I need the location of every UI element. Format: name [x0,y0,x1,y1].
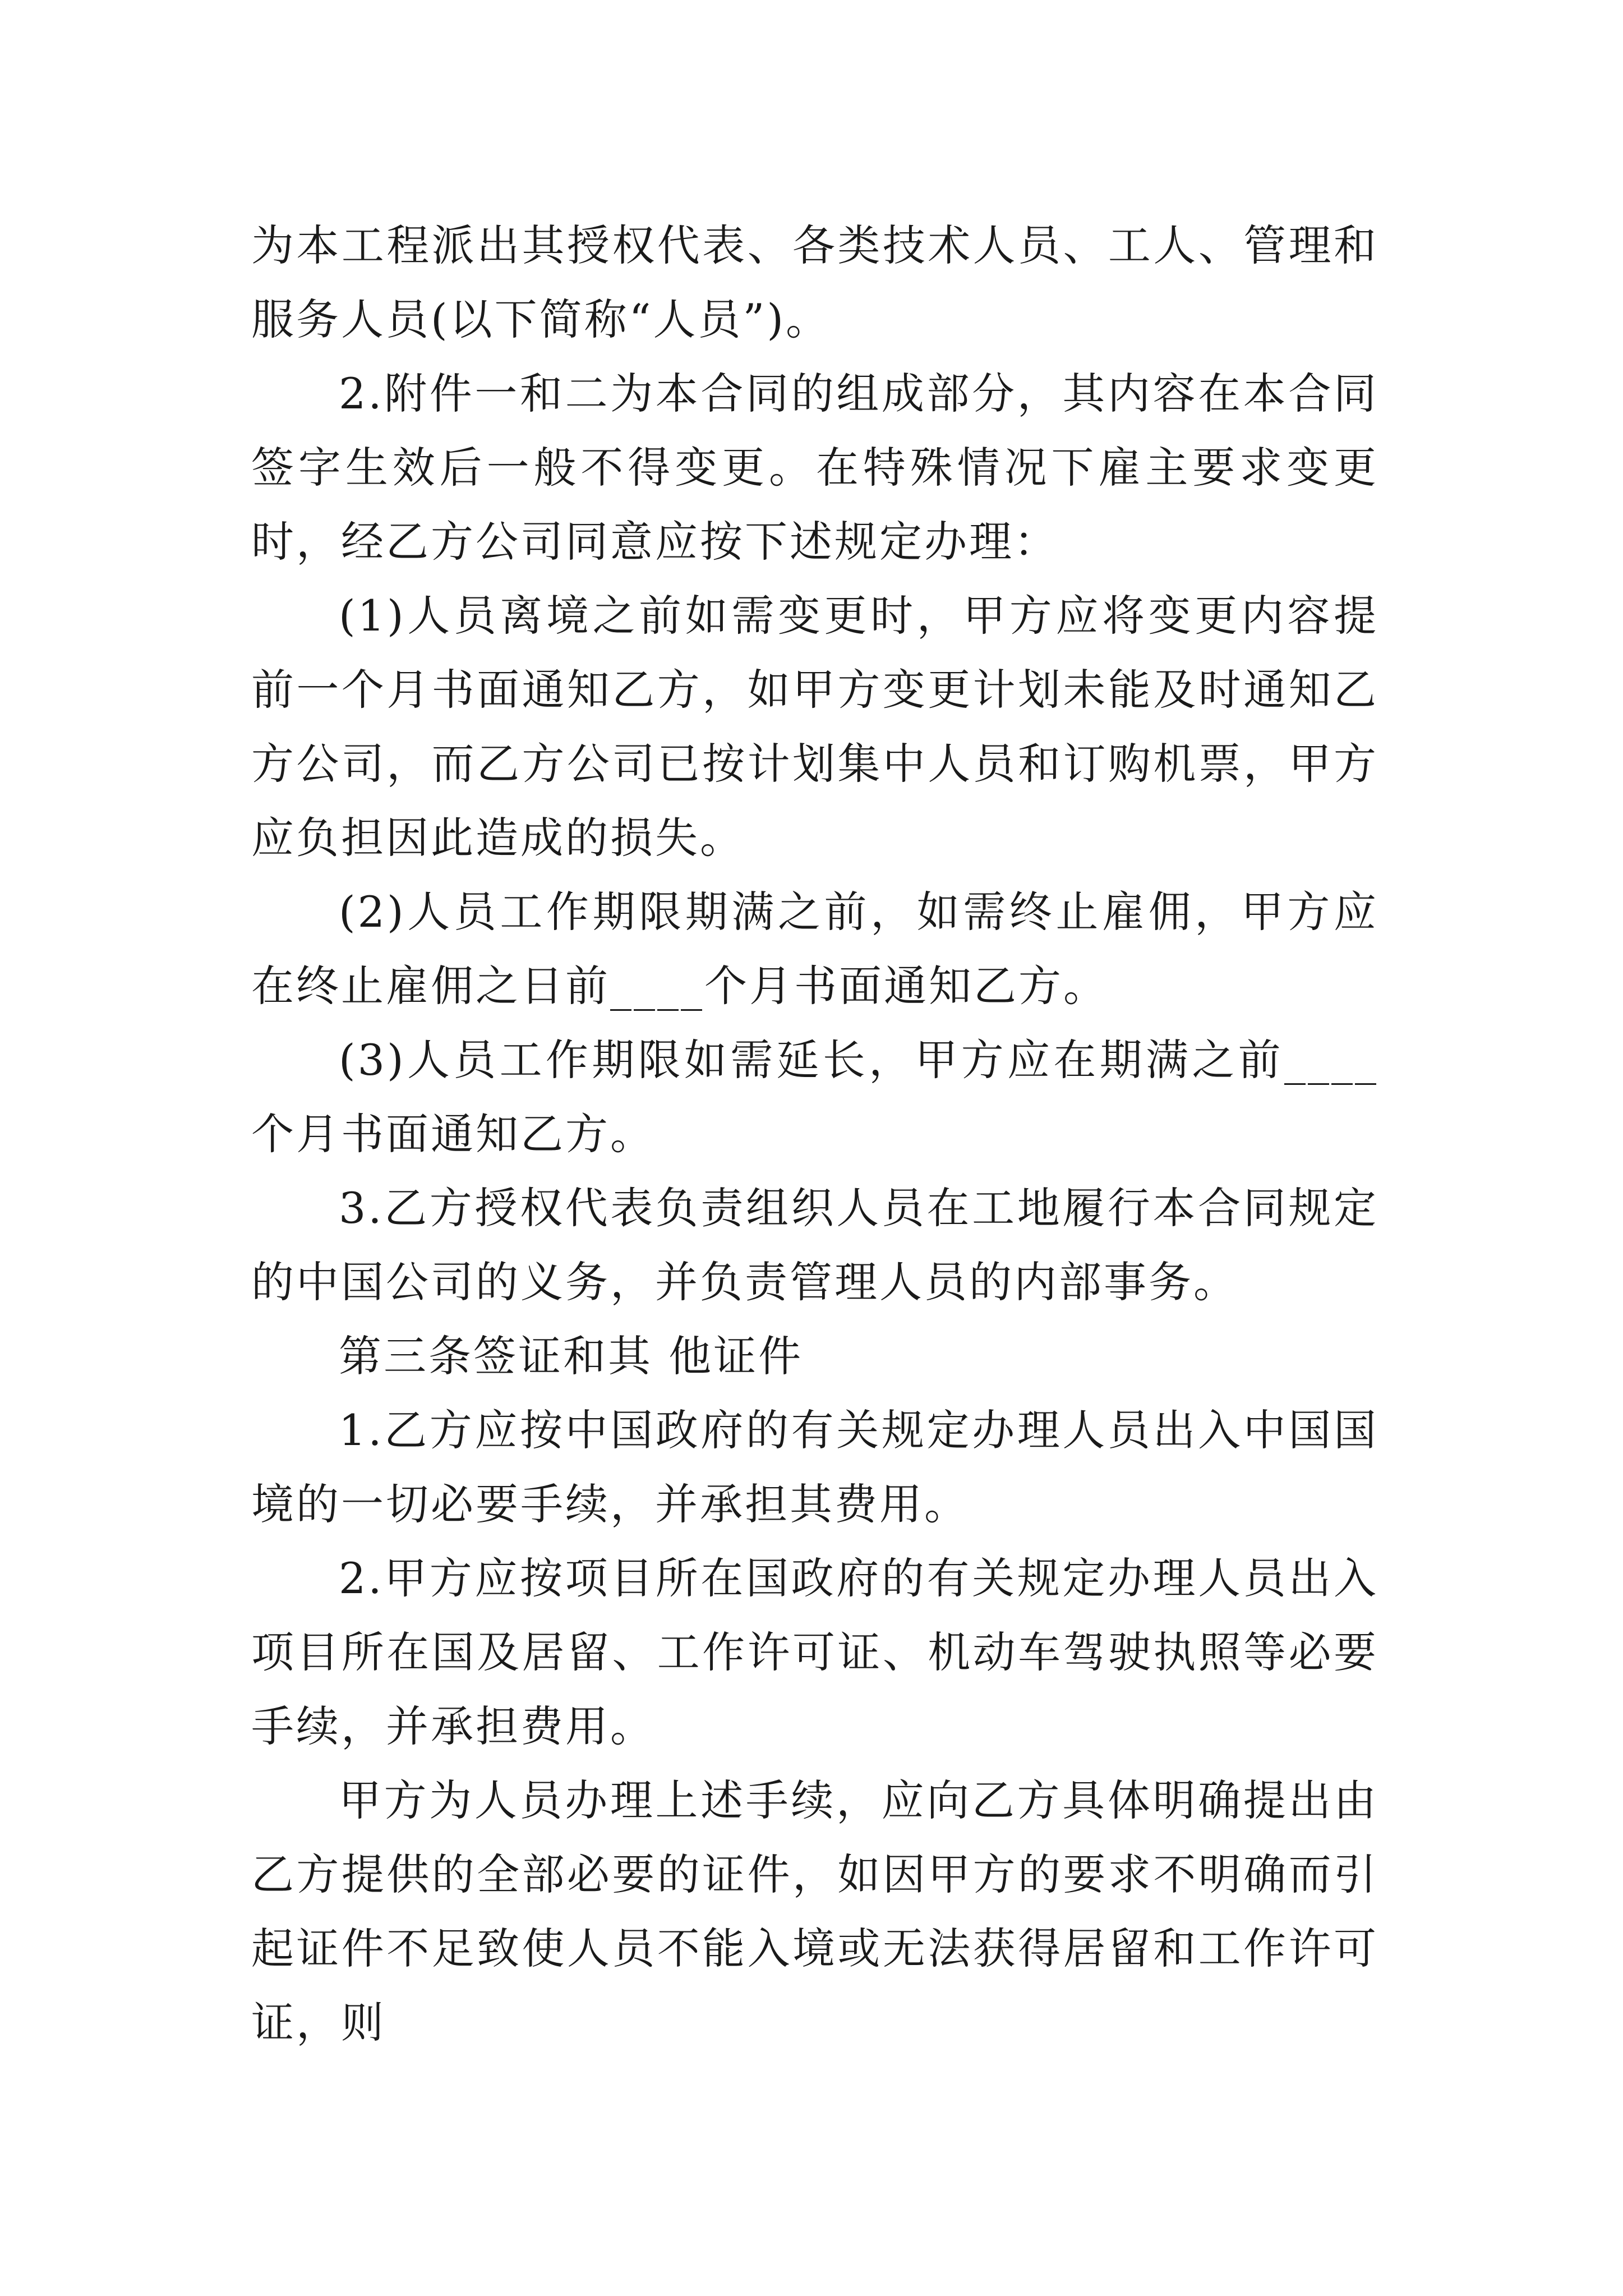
paragraph-9: 2.甲方应按项目所在国政府的有关规定办理人员出入项目所在国及居留、工作许可证、机动车驾驶执照等必要手续，并承担费用。 [251,1553,1378,1751]
paragraph-5: (3)人员工作期限如需延长，甲方应在期满之前____个月书面通知乙方。 [251,1035,1378,1159]
paragraph-4: (2)人员工作期限期满之前，如需终止雇佣，甲方应在终止雇佣之日前____个月书面通知乙方。 [251,887,1378,1011]
paragraph-8: 1.乙方应按中国政府的有关规定办理人员出入中国国境的一切必要手续，并承担其费用。 [251,1405,1378,1529]
paragraph-6: 3.乙方授权代表负责组织人员在工地履行本合同规定的中国公司的义务，并负责管理人员的内部事务。 [251,1183,1378,1307]
document-body [251,209,1378,2060]
paragraph-1: 为本工程派出其授权代表、各类技术人员、工人、管理和服务人员(以下简称“人员”)。 [251,220,1378,344]
paragraph-2: 2.附件一和二为本合同的组成部分，其内容在本合同签字生效后一般不得变更。在特殊情况下雇主要求变更时，经乙方公司同意应按下述规定办理： [251,369,1378,567]
paragraph-3: (1)人员离境之前如需变更时，甲方应将变更内容提前一个月书面通知乙方，如甲方变更计划未能及时通知乙方公司，而乙方公司已按计划集中人员和订购机票，甲方应负担因此造成的损失。 [251,591,1378,863]
paragraph-10: 甲方为人员办理上述手续，应向乙方具体明确提出由乙方提供的全部必要的证件，如因甲方的要求不明确而引起证件不足致使人员不能入境或无法获得居留和工作许可证，则 [251,1775,1378,2047]
section-heading-article-3: 第三条签证和其 他证件 [339,1331,804,1381]
